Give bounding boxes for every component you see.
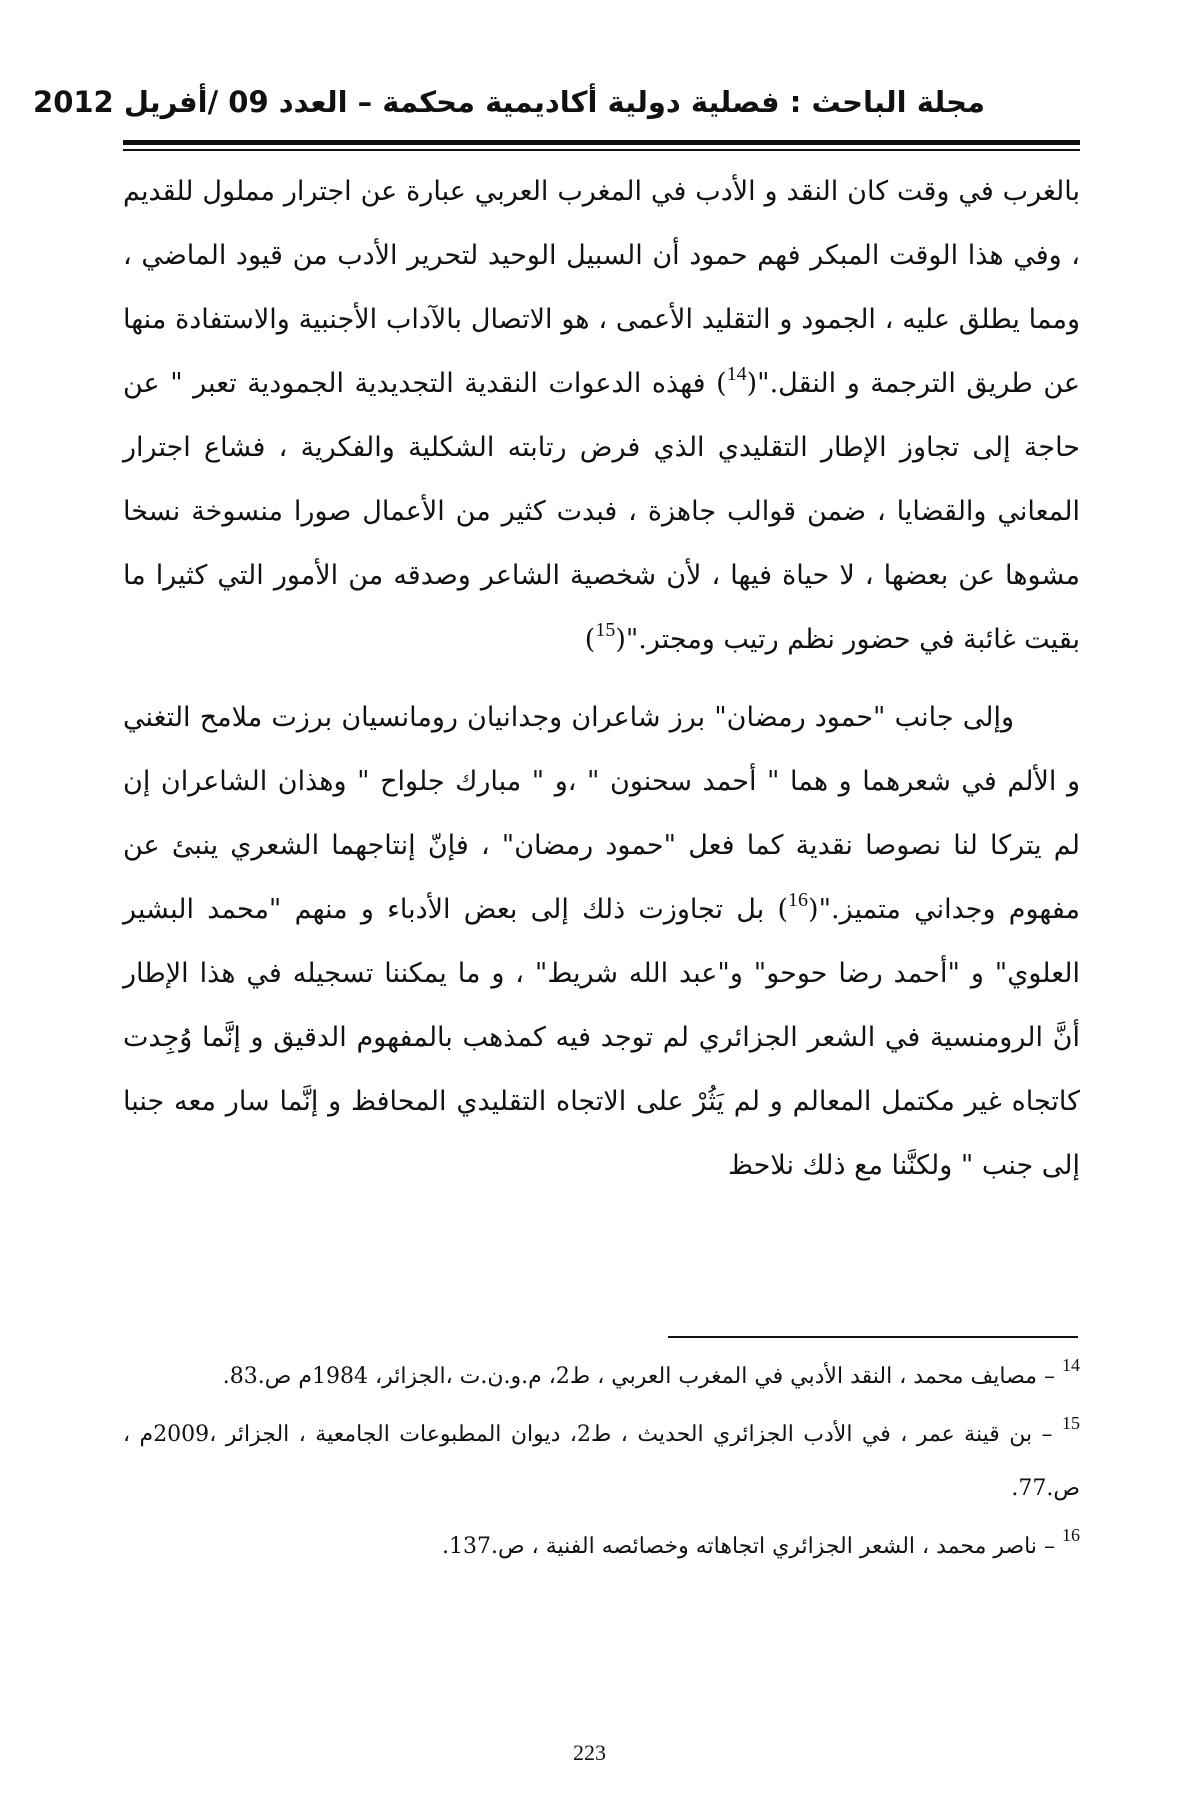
footnote-16 xyxy=(123,1520,1080,1574)
main-body-text xyxy=(123,160,1080,1198)
paragraph-1-part-1: بالغرب في وقت كان النقد و الأدب في المغرب العربي عبارة عن اجترار مملول للقديم ، وفي هذا الوقت المبكر فهم حمود أن السبيل الوحيد لتحرير الأدب من قيود الماضي ، ومما يطلق عليه ، الجمود و التقليد الأعمى ، هو الاتصال بالآداب الأجنبية والاستفادة منها عن طريق الترجمة و النقل."( xyxy=(123,176,1080,399)
footnote-15 xyxy=(123,1408,1080,1516)
journal-header-title: مجلة الباحث : فصلية دولية أكاديمية محكمة – العدد 09 /أفريل 2012 xyxy=(33,85,985,119)
footnote-separator xyxy=(668,1336,1078,1338)
paragraph-2-part-2: ) بل تجاوزت ذلك إلى بعض الأدباء و منهم "محمد البشير العلوي" و "أحمد رضا حوحو" و"عبد الله شريط" ، و ما يمكننا تسجيله في هذا الإطار أنَّ الرومنسية في الشعر الجزائري لم توجد فيه كمذهب بالمفهوم الدقيق و إنَّما وُجِدت كاتجاه غير مكتمل المعالم و لم يَثُرْ على الاتجاه التقليدي المحافظ و إنَّما سار معه جنبا إلى جنب " ولكنَّنا مع ذلك نلاحظ xyxy=(123,894,1080,1181)
footnote-text: – ناصر محمد ، الشعر الجزائري اتجاهاته وخصائصه الفنية ، ص.137. xyxy=(442,1534,1055,1559)
footnote-ref-15[interactable]: 15 xyxy=(595,619,616,641)
paragraph-2 xyxy=(123,686,1080,1198)
footnote-text: – بن قينة عمر ، في الأدب الجزائري الحديث ، ط2، ديوان المطبوعات الجامعية ، الجزائر ،2009م ، ص.77. xyxy=(123,1422,1080,1501)
footnote-number: 14 xyxy=(1062,1355,1080,1375)
footnote-ref-16[interactable]: 16 xyxy=(788,889,809,911)
footnote-ref-14[interactable]: 14 xyxy=(726,363,747,385)
page-number: 223 xyxy=(573,1740,606,1765)
header-rule-thick xyxy=(123,140,1080,145)
footnote-number: 16 xyxy=(1062,1525,1080,1545)
paragraph-1-part-2: ) فهذه الدعوات النقدية التجديدية الجمودية تعبر " عن حاجة إلى تجاوز الإطار التقليدي الذي فرض رتابته الشكلية والفكرية ، فشاع اجترار المعاني والقضايا ، ضمن قوالب جاهزة ، فبدت كثير من الأعمال صورا منسوخة نسخا مشوها عن بعضها ، لا حياة فيها ، لأن شخصية الشاعر وصدقه من الأمور التي كثيرا ما بقيت غائبة في حضور نظم رتيب ومجتر."( xyxy=(123,368,1080,655)
paragraph-1 xyxy=(123,160,1080,672)
footnotes-section xyxy=(123,1350,1080,1578)
footnote-14 xyxy=(123,1350,1080,1404)
paragraph-1-part-3: ) xyxy=(584,624,596,655)
header-rule-thin xyxy=(123,149,1080,151)
paragraph-2-part-1: وإلى جانب "حمود رمضان" برز شاعران وجدانيان رومانسيان برزت ملامح التغني و الألم في شعرهما و هما " أحمد سحنون " ،و " مبارك جلواح " وهذان الشاعران إن لم يتركا لنا نصوصا نقدية كما فعل "حمود رمضان" ، فإنّ إنتاجهما الشعري ينبئ عن مفهوم وجداني متميز."( xyxy=(123,702,1080,925)
footnote-text: – مصايف محمد ، النقد الأدبي في المغرب العربي ، ط2، م.و.ن.ت ،الجزائر، 1984م ص.83. xyxy=(222,1364,1055,1389)
footnote-number: 15 xyxy=(1062,1413,1080,1433)
